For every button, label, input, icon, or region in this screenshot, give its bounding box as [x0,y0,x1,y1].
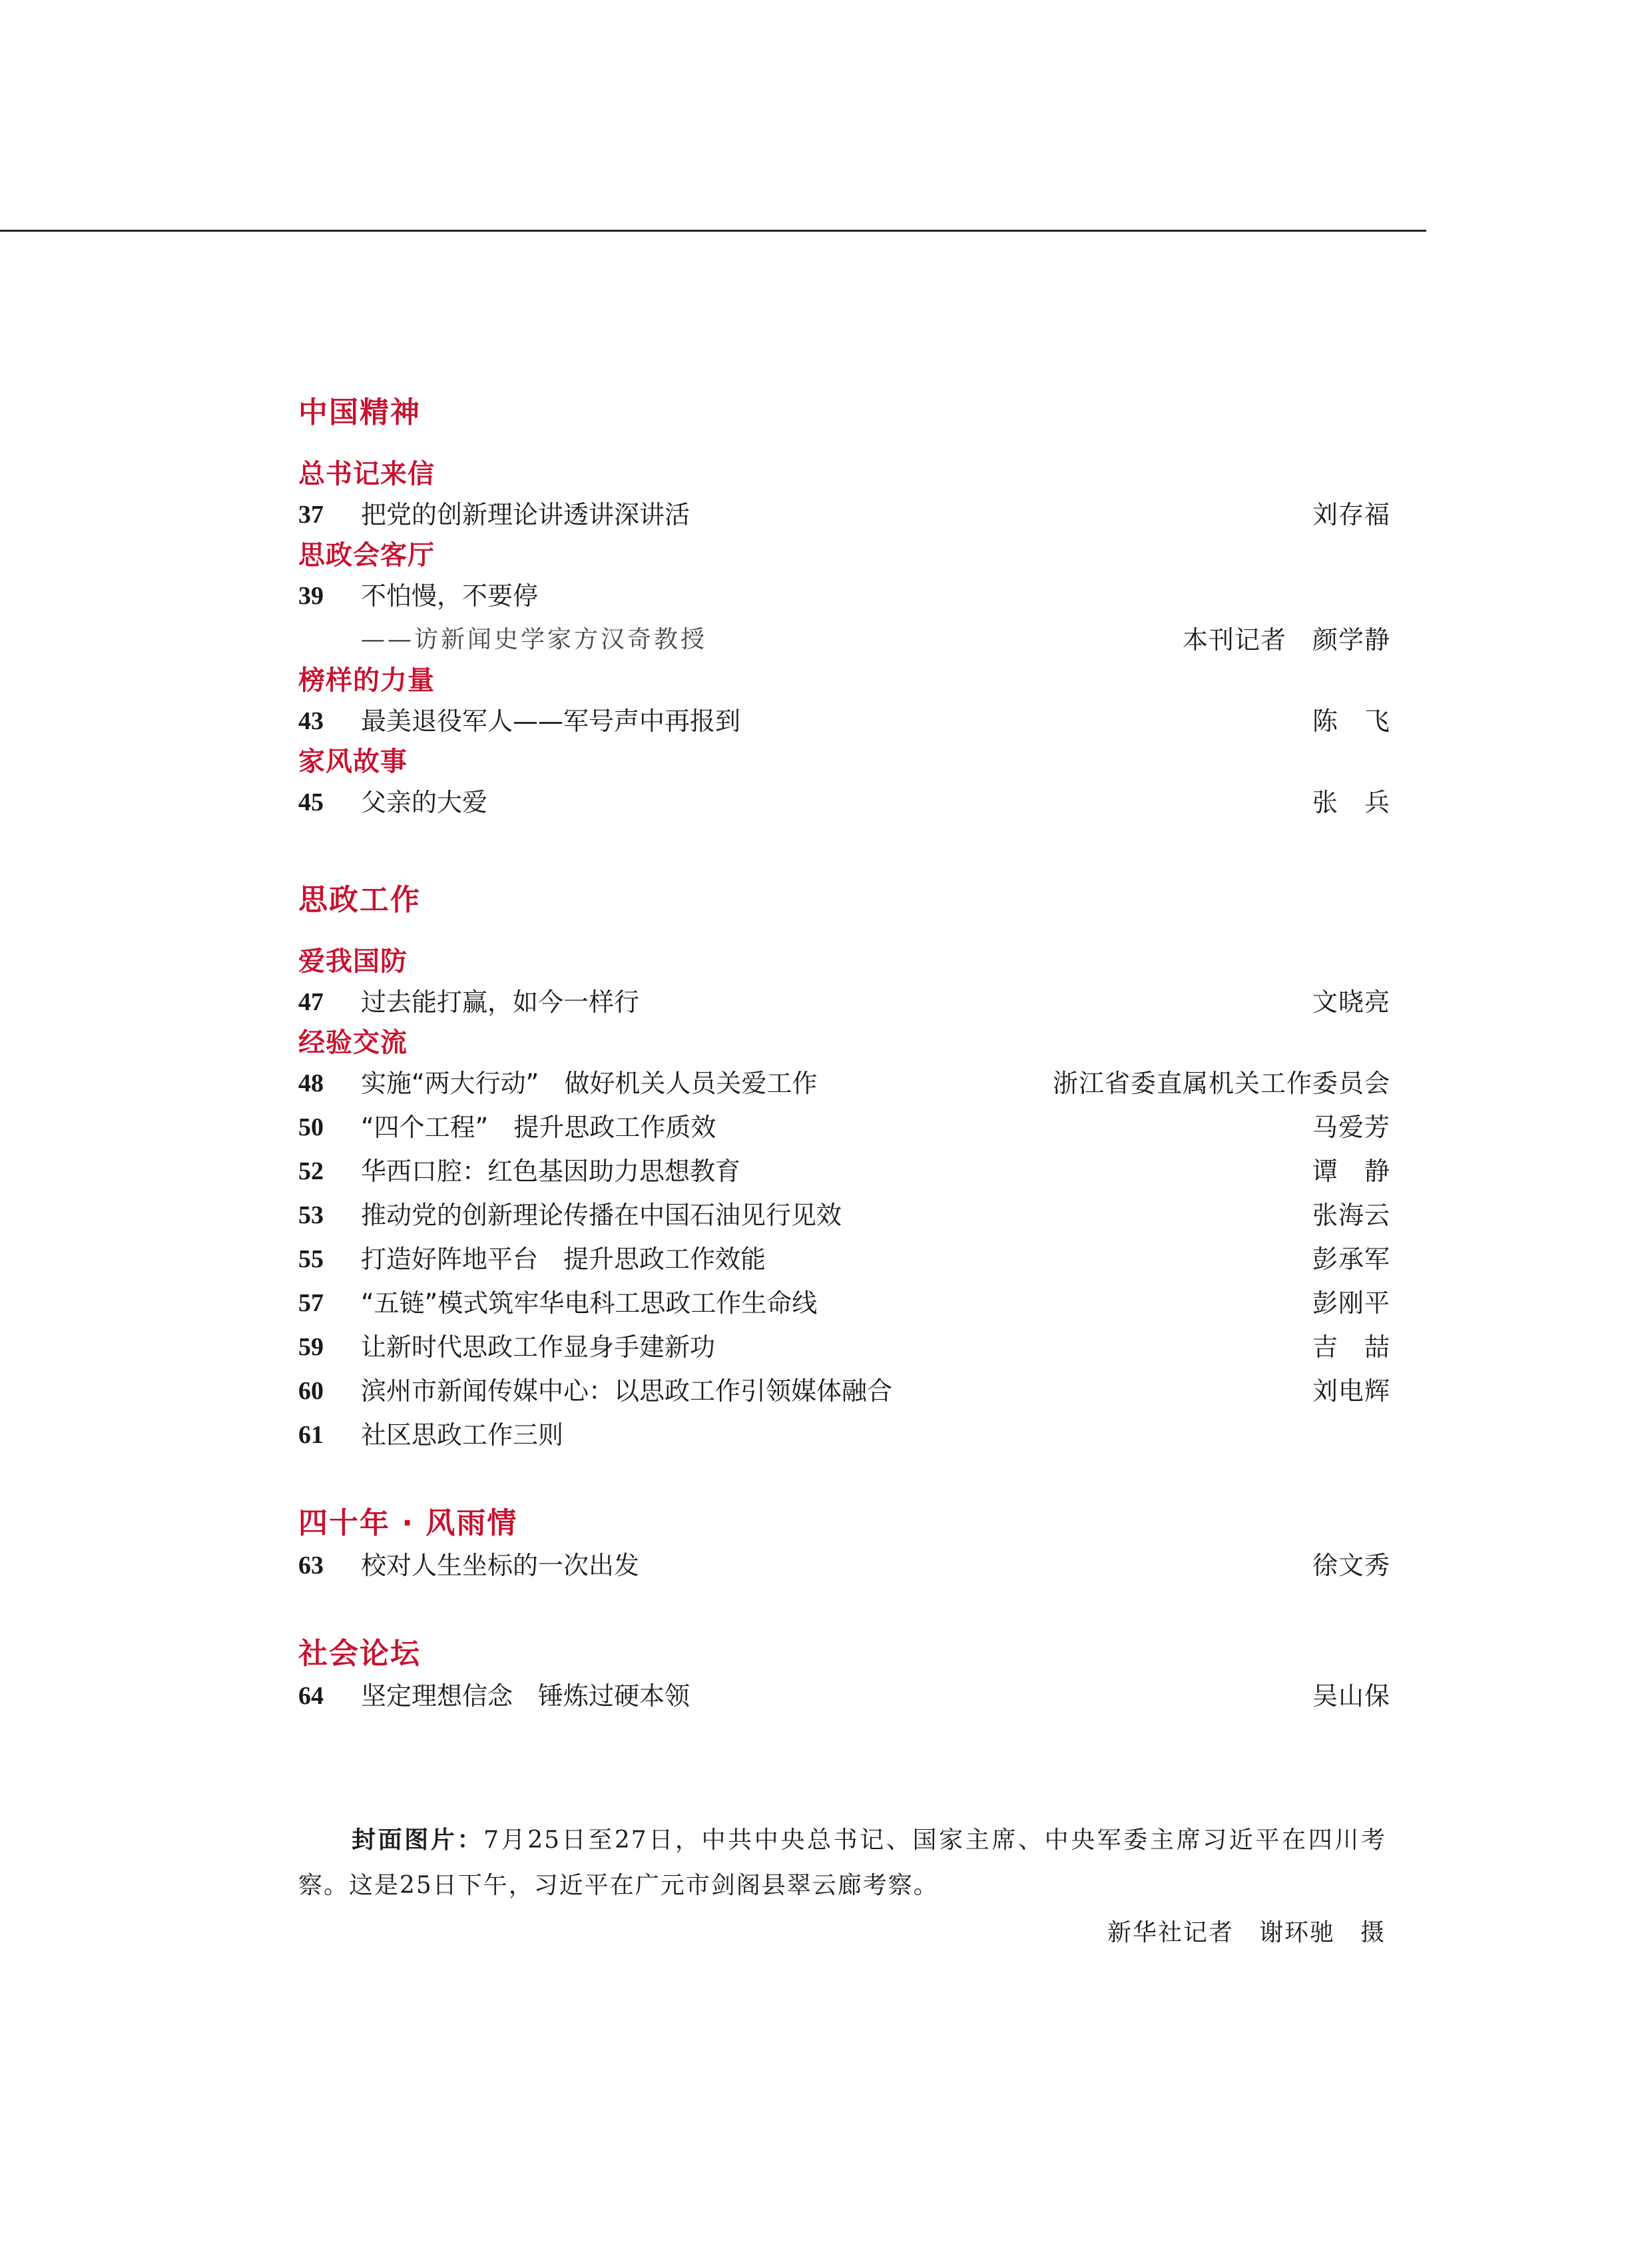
entry-author: 浙江省委直属机关工作委员会 [1052,1069,1390,1098]
table-of-contents [298,393,1390,1718]
column-title: 经验交流 [298,1027,408,1058]
entry-title: 让新时代思政工作显身手建新功 [361,1332,716,1362]
toc-entry[interactable] [298,1413,1390,1457]
entry-author: 彭刚平 [1312,1288,1390,1318]
column-title: 榜样的力量 [298,665,435,696]
entry-author: 刘存福 [1312,500,1390,529]
page-number: 52 [298,1157,324,1185]
entry-author: 马爱芳 [1312,1113,1390,1142]
page-number: 50 [298,1113,324,1141]
section-title: 中国精神 [298,396,421,429]
cover-text: 7月25日至27日，中共中央总书记、国家主席、中央军委主席习近平在四川考察。这是25日下午，习近平在广元市剑阁县翠云廊考察。 [298,1826,1386,1899]
page-number: 53 [298,1201,324,1229]
entry-author: 彭承军 [1312,1245,1390,1274]
toc-entry[interactable] [298,1325,1390,1369]
section-title: 社会论坛 [298,1637,421,1671]
entry-author: 刘电辉 [1312,1376,1390,1406]
toc-entry[interactable] [298,1149,1390,1193]
entry-title: “五链”模式筑牢华电科工思政工作生命线 [361,1288,818,1318]
toc-entry[interactable] [298,980,1390,1024]
toc-entry[interactable] [298,780,1390,824]
page-number: 43 [298,707,324,735]
entry-title: 社区思政工作三则 [361,1420,564,1450]
entry-author: 本刊记者 颜学静 [1182,625,1390,655]
entry-title: 推动党的创新理论传播在中国石油见行见效 [361,1201,842,1230]
entry-author: 吴山保 [1312,1681,1390,1711]
cover-label: 封面图片： [352,1826,484,1854]
page-number: 39 [298,582,324,610]
section-sizheng-gongzuo [298,880,1390,1457]
toc-entry[interactable] [298,574,1390,618]
entry-author: 文晓亮 [1312,987,1390,1017]
column-title: 总书记来信 [298,459,435,489]
toc-entry[interactable] [298,1281,1390,1325]
section-sishinian [298,1504,1390,1587]
toc-entry[interactable] [298,1193,1390,1237]
entry-title: 把党的创新理论讲透讲深讲活 [361,500,690,529]
entry-title: 打造好阵地平台 提升思政工作效能 [361,1245,766,1274]
toc-entry[interactable] [298,1674,1390,1718]
entry-title: “四个工程” 提升思政工作质效 [361,1113,716,1142]
entry-author: 谭 静 [1312,1157,1390,1186]
toc-entry[interactable] [298,1105,1390,1149]
page-number: 59 [298,1333,324,1361]
page-number: 64 [298,1682,324,1710]
toc-entry[interactable] [298,1543,1390,1587]
entry-author: 陈 飞 [1312,706,1390,736]
entry-title: 坚定理想信念 锤炼过硬本领 [361,1681,690,1711]
column-title: 爱我国防 [298,946,408,977]
entry-title: 父亲的大爱 [361,788,488,817]
page-number: 61 [298,1421,324,1449]
section-shehui-luntan [298,1634,1390,1718]
entry-title: 最美退役军人——军号声中再报到 [361,706,741,736]
entry-author: 徐文秀 [1312,1551,1390,1580]
page-number: 55 [298,1245,324,1273]
column-title: 家风故事 [298,746,408,777]
entry-title: 华西口腔：红色基因助力思想教育 [361,1157,741,1186]
page-number: 48 [298,1069,324,1097]
toc-entry[interactable] [298,493,1390,537]
toc-entry-subtitle [298,618,1390,662]
page-number: 57 [298,1289,324,1317]
entry-title: 实施“两大行动” 做好机关人员关爱工作 [361,1069,818,1098]
toc-entry[interactable] [298,1061,1390,1105]
entry-author: 吉 喆 [1312,1332,1390,1362]
toc-entry[interactable] [298,1369,1390,1413]
section-zhongguo-jingshen [298,393,1390,824]
entry-author: 张 兵 [1312,788,1390,817]
page-number: 60 [298,1377,324,1405]
entry-title: 不怕慢，不要停 [361,581,539,611]
entry-title: 滨州市新闻传媒中心：以思政工作引领媒体融合 [361,1376,893,1406]
page-number: 45 [298,788,324,816]
photo-credit: 新华社记者 谢环驰 摄 [1107,1919,1386,1946]
entry-subtitle: ——访新闻史学家方汉奇教授 [361,626,708,653]
cover-caption [298,1818,1386,1908]
top-rule [0,230,1426,232]
entry-title: 过去能打赢，如今一样行 [361,987,640,1017]
toc-entry[interactable] [298,1237,1390,1281]
section-title: 四十年 · 风雨情 [298,1506,518,1540]
entry-title: 校对人生坐标的一次出发 [361,1551,640,1580]
toc-entry[interactable] [298,699,1390,743]
page-number: 47 [298,988,324,1016]
column-title: 思政会客厅 [298,540,435,571]
entry-author: 张海云 [1312,1201,1390,1230]
page-number: 63 [298,1551,324,1579]
section-title: 思政工作 [298,883,421,917]
page-number: 37 [298,501,324,529]
